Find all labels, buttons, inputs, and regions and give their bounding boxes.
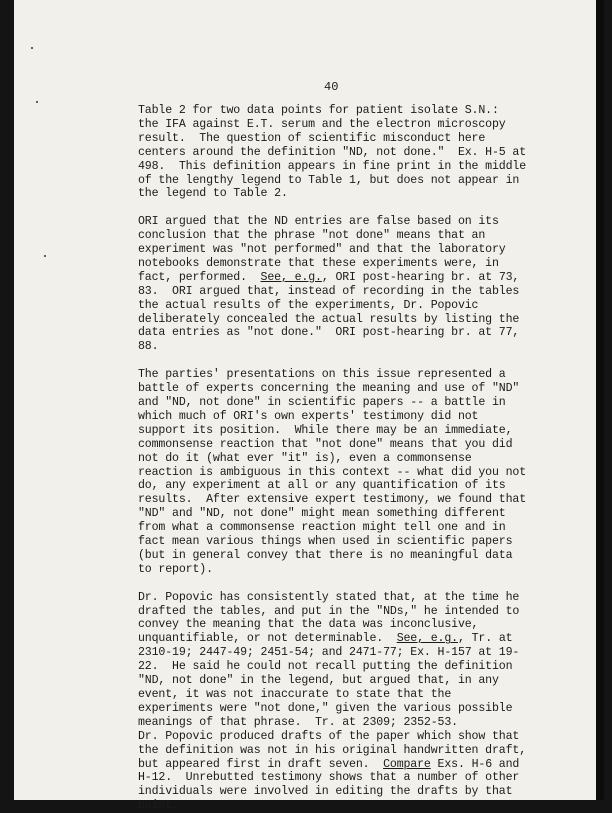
text-segment: 2310-19; 2447-49; 2451-54; and 2471-77; Ex. H-157 at 19-: [138, 646, 520, 660]
text-segment: meanings of that phrase. Tr. at 2309; 2352-53.: [138, 715, 458, 729]
text-line: [138, 563, 598, 577]
text-line: [138, 591, 598, 605]
text-segment: , Tr. at: [457, 632, 513, 646]
text-segment: the actual results of the experiments, Dr. Popovic: [138, 298, 479, 312]
text-line: [138, 438, 598, 452]
text-segment: deliberately concealed the actual results by listing the: [138, 312, 520, 326]
text-segment: do, any experiment at all or any quantification of its: [138, 479, 506, 493]
text-segment: individuals were involved in editing the drafts by that: [138, 785, 513, 799]
text-line: [138, 424, 598, 438]
text-segment: "ND, not done" in the legend, but argued that, in any: [138, 674, 499, 688]
text-line: [138, 326, 598, 340]
page-number: 40: [324, 80, 339, 94]
text-line: [138, 396, 598, 410]
text-segment: fact mean various things when used in scientific papers: [138, 535, 513, 549]
text-segment: 498. This definition appears in fine print in the middle: [138, 159, 527, 173]
text-segment: but appeared first in draft seven.: [138, 757, 384, 771]
text-segment: "ND" and "ND, not done" might mean something different: [138, 507, 506, 521]
text-line: [138, 271, 598, 285]
text-segment: 88.: [138, 340, 159, 354]
underlined-citation: Compare: [383, 757, 431, 771]
text-line: [138, 285, 598, 299]
scan-speck: [31, 47, 33, 49]
text-line: [138, 160, 598, 174]
text-segment: of the lengthy legend to Table 1, but does not appear in: [138, 173, 520, 187]
text-line: [138, 146, 598, 160]
text-segment: support its position. While there may be an immediate,: [138, 423, 513, 437]
text-segment: ORI argued that the ND entries are false based on its: [138, 215, 499, 229]
text-line: [138, 660, 598, 674]
paragraph: [138, 591, 598, 813]
scan-speck: [44, 255, 46, 257]
text-line: [138, 466, 598, 480]
text-line: [138, 632, 598, 646]
text-line: [138, 618, 598, 632]
text-line: [138, 299, 598, 313]
text-line: [138, 104, 598, 118]
text-segment: which much of ORI's own experts' testimony did not: [138, 409, 479, 423]
text-line: [138, 521, 598, 535]
text-line: [138, 215, 598, 229]
text-segment: to report).: [138, 562, 213, 576]
text-segment: centers around the definition "ND, not done." Ex. H-5 at: [138, 145, 527, 159]
text-line: [138, 716, 598, 730]
paragraph: [138, 368, 598, 577]
underlined-citation: See, e.g.: [260, 270, 322, 284]
text-line: [138, 758, 598, 772]
text-segment: drafted the tables, and put in the "NDs," he intended to: [138, 604, 520, 618]
text-segment: experiments were "not done," given the various possible: [138, 701, 513, 715]
underlined-citation: See, e.g.: [396, 632, 458, 646]
text-line: [138, 340, 598, 354]
text-line: [138, 229, 598, 243]
text-segment: the definition was not in his original handwritten draft,: [138, 743, 527, 757]
text-line: [138, 382, 598, 396]
text-segment: event, it was not inaccurate to state that the: [138, 688, 452, 702]
text-line: [138, 702, 598, 716]
text-line: [138, 744, 598, 758]
text-segment: notebooks demonstrate that these experiments were, in: [138, 256, 499, 270]
text-line: [138, 132, 598, 146]
paragraph: [138, 104, 598, 201]
text-segment: fact, performed.: [138, 270, 261, 284]
text-segment: results. After extensive expert testimony, we found that: [138, 493, 527, 507]
text-segment: battle of experts concerning the meaning and use of "ND": [138, 382, 520, 396]
text-segment: Table 2 for two data points for patient isolate S.N.:: [138, 104, 499, 117]
text-line: [138, 187, 598, 201]
text-line: [138, 549, 598, 563]
document-page: [14, 0, 604, 813]
text-line: [138, 646, 598, 660]
text-segment: The parties' presentations on this issue represented a: [138, 368, 506, 382]
text-line: [138, 410, 598, 424]
text-segment: unquantifiable, or not determinable.: [138, 632, 397, 646]
text-segment: point.: [138, 799, 179, 813]
text-segment: not do it (what ever "it" is), even a commonsense: [138, 451, 472, 465]
text-line: [138, 688, 598, 702]
text-segment: , ORI post-hearing br. at 73,: [321, 270, 520, 284]
text-line: [138, 507, 598, 521]
text-line: [138, 368, 598, 382]
body-text: [138, 104, 598, 813]
text-segment: (but in general convey that there is no meaningful data: [138, 548, 513, 562]
text-segment: result. The question of scientific misconduct here: [138, 131, 486, 145]
text-segment: data entries as "not done." ORI post-hearing br. at 77,: [138, 326, 520, 340]
text-segment: Exs. H-6 and: [430, 757, 520, 771]
text-line: [138, 493, 598, 507]
text-line: [138, 452, 598, 466]
text-segment: experiment was "not performed" and that the laboratory: [138, 243, 506, 257]
text-segment: reaction is ambiguous in this context -- what did you not: [138, 465, 527, 479]
text-line: [138, 243, 598, 257]
text-line: [138, 479, 598, 493]
text-segment: the legend to Table 2.: [138, 187, 288, 201]
text-segment: convey the meaning that the data was inconclusive,: [138, 618, 479, 632]
text-segment: commonsense reaction that "not done" means that you did: [138, 437, 513, 451]
text-line: [138, 118, 598, 132]
text-line: [138, 605, 598, 619]
text-segment: 22. He said he could not recall putting the definition: [138, 660, 513, 674]
text-segment: from what a commonsense reaction might tell one and in: [138, 521, 506, 535]
text-segment: conclusion that the phrase "not done" means that an: [138, 229, 486, 243]
text-segment: Dr. Popovic has consistently stated that, at the time he: [138, 590, 520, 604]
scan-speck: [36, 101, 38, 103]
text-line: [138, 535, 598, 549]
paragraph: [138, 215, 598, 354]
text-line: [138, 771, 598, 785]
text-line: [138, 313, 598, 327]
text-line: [138, 730, 598, 744]
text-segment: 83. ORI argued that, instead of recording in the tables: [138, 284, 520, 298]
text-line: [138, 785, 598, 799]
text-line: [138, 174, 598, 188]
text-segment: Dr. Popovic produced drafts of the paper which show that: [138, 729, 520, 743]
text-segment: the IFA against E.T. serum and the electron microscopy: [138, 117, 506, 131]
text-segment: H-12. Unrebutted testimony shows that a number of other: [138, 771, 520, 785]
text-line: [138, 799, 598, 813]
text-line: [138, 257, 598, 271]
text-line: [138, 674, 598, 688]
text-segment: and "ND, not done" in scientific papers -- a battle in: [138, 396, 506, 409]
